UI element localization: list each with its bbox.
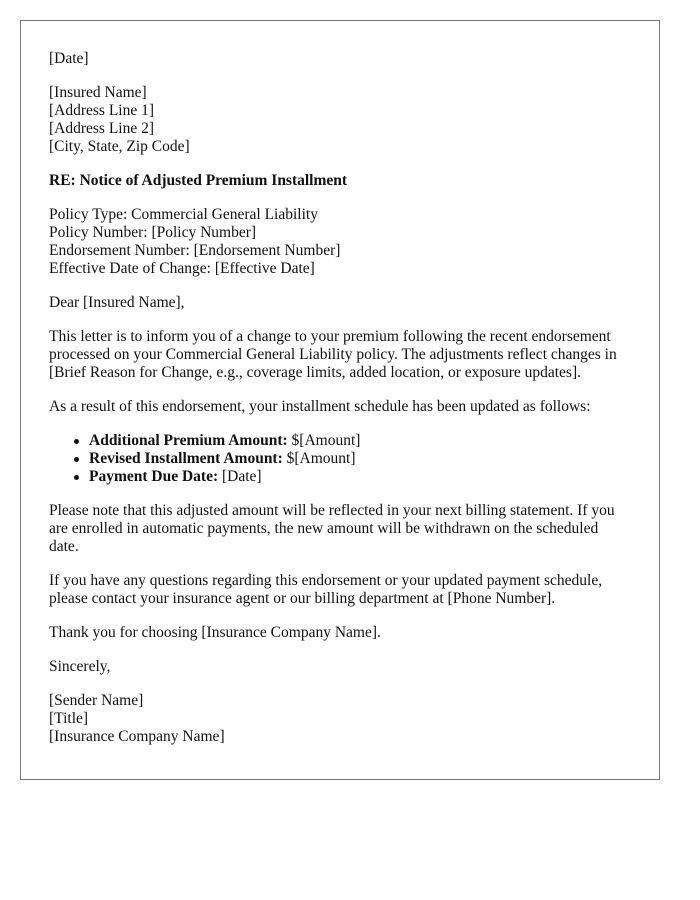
paragraph-intro: This letter is to inform you of a change to your premium following the recent endorsement processed on your Commercial General Liability policy. The adjustments reflect changes in [Brief Reason for Change, e.g., coverage limits, added location, or exposure updates]. (49, 328, 617, 381)
sender-company: [Insurance Company Name] (49, 728, 225, 745)
date-block (49, 50, 631, 68)
sender-title: [Title] (49, 710, 89, 727)
recipient-address-line-1: [Address Line 1] (49, 102, 155, 119)
paragraph-billing-note: Please note that this adjusted amount will be reflected in your next billing statement. If you are enrolled in automatic payments, the new amount will be withdrawn on the scheduled date. (49, 502, 615, 555)
effective-date: Effective Date of Change: [Effective Date] (49, 260, 315, 277)
letter-date: [Date] (49, 50, 89, 67)
recipient-address-line-2: [Address Line 2] (49, 120, 155, 137)
bullet-icon (74, 475, 79, 480)
signature-block (49, 692, 631, 746)
sender-name: [Sender Name] (49, 692, 144, 709)
policy-type: Policy Type: Commercial General Liability (49, 206, 318, 223)
list-item-payment-due-date (89, 468, 631, 486)
policy-details (49, 206, 631, 278)
policy-number: Policy Number: [Policy Number] (49, 224, 257, 241)
recipient-name: [Insured Name] (49, 84, 147, 101)
letter (20, 20, 660, 780)
list-item-additional-premium (89, 432, 631, 450)
item-value: $[Amount] (287, 432, 361, 449)
paragraph-schedule-intro: As a result of this endorsement, your installment schedule has been updated as follows: (49, 398, 591, 415)
closing: Sincerely, (49, 658, 111, 675)
item-value: [Date] (218, 468, 262, 485)
endorsement-number: Endorsement Number: [Endorsement Number] (49, 242, 341, 259)
recipient-address (49, 84, 631, 156)
subject-text: RE: Notice of Adjusted Premium Installment (49, 172, 348, 189)
installment-list (49, 432, 631, 486)
item-label: Revised Installment Amount: (89, 450, 283, 467)
subject-line (49, 172, 631, 190)
paragraph-contact: If you have any questions regarding this endorsement or your updated payment schedule, please contact your insurance agent or our billing department at [Phone Number]. (49, 572, 603, 607)
bullet-icon (74, 457, 79, 462)
paragraph-thanks: Thank you for choosing [Insurance Company Name]. (49, 624, 381, 641)
salutation: Dear [Insured Name], (49, 294, 185, 311)
bullet-icon (74, 439, 79, 444)
item-label: Payment Due Date: (89, 468, 219, 485)
list-item-revised-installment (89, 450, 631, 468)
recipient-city-state-zip: [City, State, Zip Code] (49, 138, 190, 155)
item-value: $[Amount] (282, 450, 356, 467)
item-label: Additional Premium Amount: (89, 432, 288, 449)
